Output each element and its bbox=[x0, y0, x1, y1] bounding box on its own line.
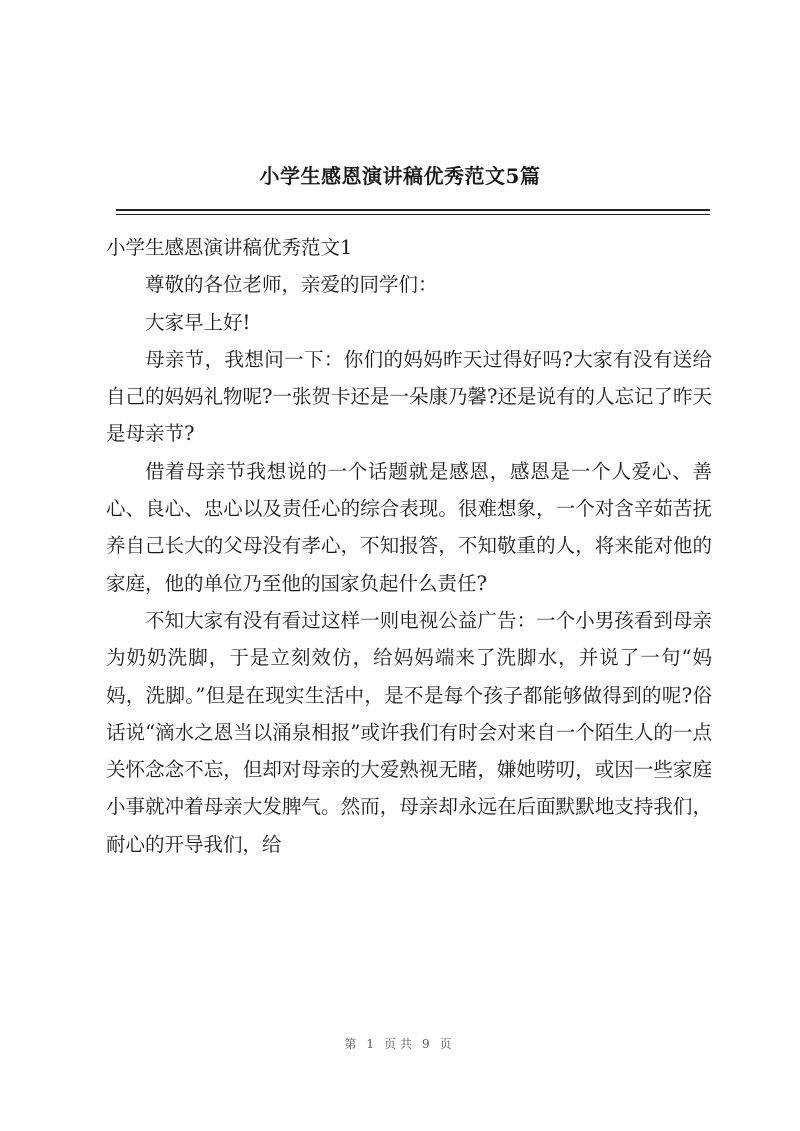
paragraph-morning: 大家早上好! bbox=[145, 310, 251, 334]
footer-total-pages: 9 bbox=[422, 1037, 434, 1051]
title-double-rule bbox=[116, 209, 710, 211]
footer-page-number: 1 bbox=[366, 1037, 378, 1051]
document-title: 小学生感恩演讲稿优秀范文5篇 bbox=[259, 164, 541, 188]
section-heading: 小学生感恩演讲稿优秀范文1 bbox=[106, 236, 353, 259]
paragraph-mothers-day: 母亲节，我想问一下：你们的妈妈昨天过得好吗?大家有没有送给自己的妈妈礼物呢?一张贺卡还是一朵康乃馨?还是说有的人忘记了昨天是母亲节? bbox=[106, 347, 712, 446]
page-footer bbox=[0, 1035, 800, 1052]
footer-suffix: 页 bbox=[439, 1037, 456, 1051]
footer-middle: 页共 bbox=[383, 1037, 416, 1051]
paragraph-gratitude: 借着母亲节我想说的一个话题就是感恩，感恩是一个人爱心、善心、良心、忠心以及责任心的综合表现。很难想象，一个对含辛茹苦抚养自己长大的父母没有孝心，不知报答，不知敬重的人，将来能对他的家庭，他的单位乃至他的国家负起什么责任? bbox=[106, 459, 712, 595]
paragraph-tv-ad: 不知大家有没有看过这样一则电视公益广告：一个小男孩看到母亲为奶奶洗脚，于是立刻效仿，给妈妈端来了洗脚水，并说了一句“妈妈，洗脚。”但是在现实生活中，是不是每个孩子都能够做得到的呢?俗话说“滴水之恩当以涌泉相报”或许我们有时会对来自一个陌生人的一点关怀念念不忘，但却对母亲的大爱熟视无睹，嫌她唠叨，或因一些家庭小事就冲着母亲大发脾气。然而，母亲却永远在后面默默地支持我们，耐心的开导我们，给 bbox=[106, 608, 712, 856]
footer-prefix: 第 bbox=[344, 1037, 361, 1051]
paragraph-greeting: 尊敬的各位老师，亲爱的同学们： bbox=[145, 273, 438, 297]
document-body bbox=[106, 229, 712, 863]
